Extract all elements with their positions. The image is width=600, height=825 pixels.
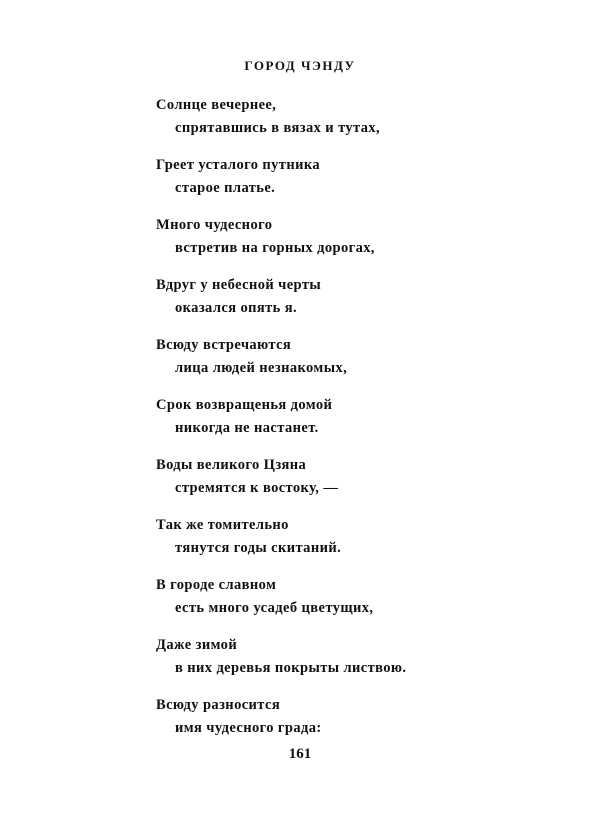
- poem-line: Солнце вечернее,: [156, 97, 277, 113]
- poem-body: [156, 94, 556, 754]
- poem-line-indented: встретив на горных дорогах,: [175, 240, 375, 256]
- page-number: 161: [288, 746, 312, 762]
- stanza: [156, 94, 556, 154]
- poem-line-indented: стремятся к востоку, —: [175, 480, 339, 496]
- stanza: [156, 154, 556, 214]
- poem-line: Воды великого Цзяна: [156, 457, 307, 473]
- stanza: [156, 394, 556, 454]
- poem-line-indented: имя чудесного града:: [175, 720, 322, 736]
- stanza: [156, 334, 556, 394]
- poem-line: Всюду встречаются: [156, 337, 292, 353]
- stanza: [156, 514, 556, 574]
- stanza: [156, 454, 556, 514]
- poem-line-indented: лица людей незнакомых,: [175, 360, 348, 376]
- poem-line: Срок возвращенья домой: [156, 397, 333, 413]
- poem-line-indented: тянутся годы скитаний.: [175, 540, 342, 556]
- stanza: [156, 214, 556, 274]
- poem-line-indented: никогда не настанет.: [175, 420, 319, 436]
- stanza: [156, 574, 556, 634]
- poem-line: Вдруг у небесной черты: [156, 277, 322, 293]
- poem-line: В городе славном: [156, 577, 277, 593]
- poem-line: Много чудесного: [156, 217, 273, 233]
- poem-line-indented: оказался опять я.: [175, 300, 298, 316]
- stanza: [156, 694, 556, 754]
- poem-title: ГОРОД ЧЭНДУ: [244, 58, 356, 73]
- poem-line: Греет усталого путника: [156, 157, 321, 173]
- poem-line-indented: есть много усадеб цветущих,: [175, 600, 374, 616]
- poem-line: Даже зимой: [156, 637, 238, 653]
- stanza: [156, 634, 556, 694]
- poem-line-indented: старое платье.: [175, 180, 276, 196]
- poem-line: Всюду разносится: [156, 697, 281, 713]
- poem-line-indented: спрятавшись в вязах и тутах,: [175, 120, 381, 136]
- poem-line-indented: в них деревья покрыты листвою.: [175, 660, 407, 676]
- poem-line: Так же томительно: [156, 517, 289, 533]
- stanza: [156, 274, 556, 334]
